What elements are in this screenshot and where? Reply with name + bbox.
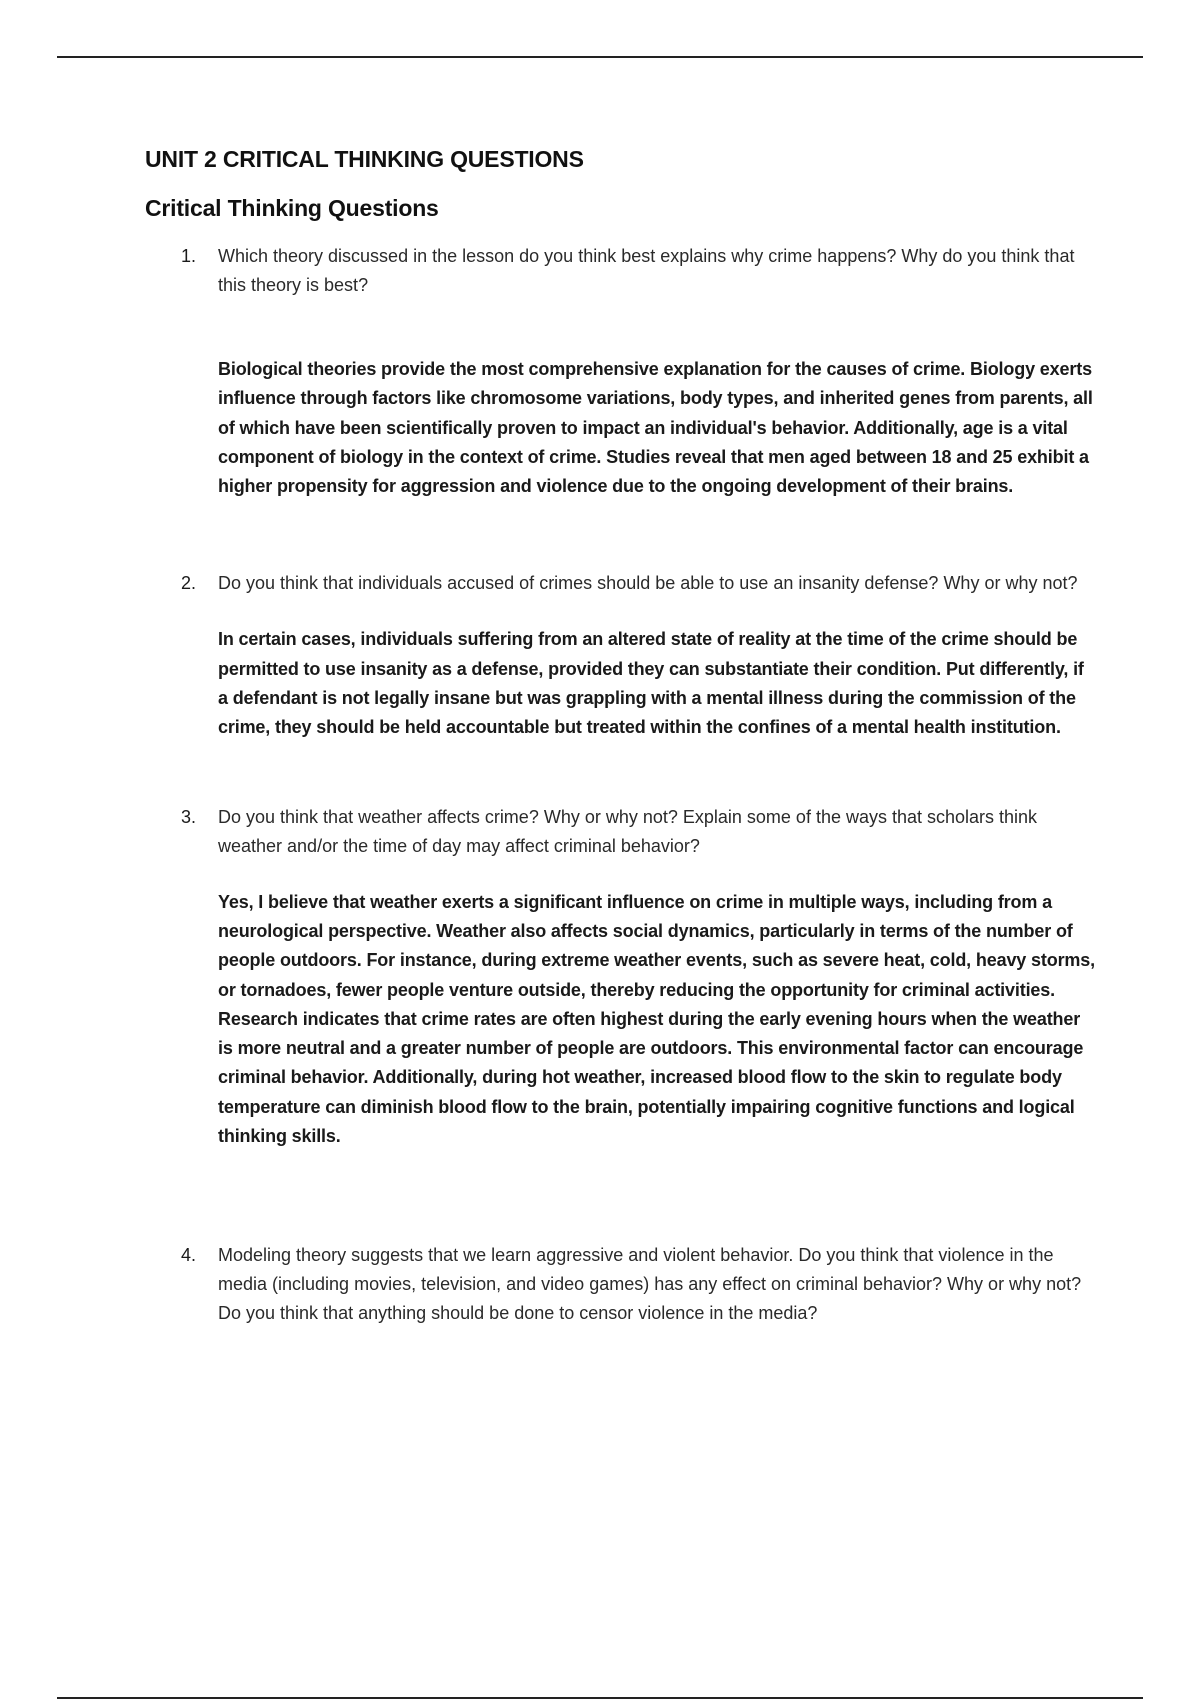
- answer-text: In certain cases, individuals suffering from an altered state of reality at the time of the crime should be permitted to use insanity as a defense, provided they can substantiate their condition. Put differently, if a defendant is not legally insane but was grappling with a mental illness during the commission of the crime, they should be held accountable but treated within the confines of a mental health institution.: [218, 629, 1084, 738]
- header-rule: [57, 56, 1143, 58]
- question-text: Do you think that individuals accused of crimes should be able to use an insanity defense? Why or why not?: [218, 573, 1078, 594]
- question-list: [145, 242, 1095, 1328]
- question-text: Which theory discussed in the lesson do you think best explains why crime happens? Why do you think that this theory is best?: [218, 246, 1075, 295]
- footer-rule: [57, 1697, 1143, 1699]
- question-text: Do you think that weather affects crime? Why or why not? Explain some of the ways that scholars think weather and/or the time of day may affect criminal behavior?: [218, 806, 1038, 856]
- question-item-3: [145, 803, 1095, 1152]
- unit-title: UNIT 2 CRITICAL THINKING QUESTIONS: [145, 146, 584, 172]
- question-number: 1.: [181, 246, 197, 266]
- answer-text: Yes, I believe that weather exerts a significant influence on crime in multiple ways, including from a neurological perspective. Weather also affects social dynamics, particularly in terms of the number of people outdoors. For instance, during extreme weather events, such as severe heat, cold, heavy storms, or tornadoes, fewer people venture outside, thereby reducing the opportunity for criminal activities. Research indicates that crime rates are often highest during the early evening hours when the weather is more neutral and a greater number of people are outdoors. This environmental factor can encourage criminal behavior. Additionally, during hot weather, increased blood flow to the skin to regulate body temperature can diminish blood flow to the brain, potentially impairing cognitive functions and logical thinking skills.: [218, 891, 1095, 1147]
- answer-text: Biological theories provide the most comprehensive explanation for the causes of crime. Biology exerts influence through factors like chromosome variations, body types, and inherited genes from parents, all of which have been scientifically proven to impact an individual's behavior. Additionally, age is a vital component of biology in the context of crime. Studies reveal that men aged between 18 and 25 exhibit a higher propensity for aggression and violence due to the ongoing development of their brains.: [218, 359, 1093, 497]
- question-number: 2.: [181, 573, 197, 594]
- question-text: Modeling theory suggests that we learn aggressive and violent behavior. Do you think that violence in the media (including movies, television, and video games) has any effect on criminal behavior? Why or why not? Do you think that anything should be done to censor violence in the media?: [218, 1245, 1082, 1324]
- question-number: 4.: [181, 1245, 197, 1266]
- section-title: Critical Thinking Questions: [145, 195, 439, 221]
- question-item-1: [145, 242, 1095, 501]
- document-body: [145, 146, 1095, 1328]
- question-number: 3.: [181, 806, 197, 827]
- question-item-4: [145, 1241, 1095, 1328]
- question-item-2: [145, 569, 1095, 742]
